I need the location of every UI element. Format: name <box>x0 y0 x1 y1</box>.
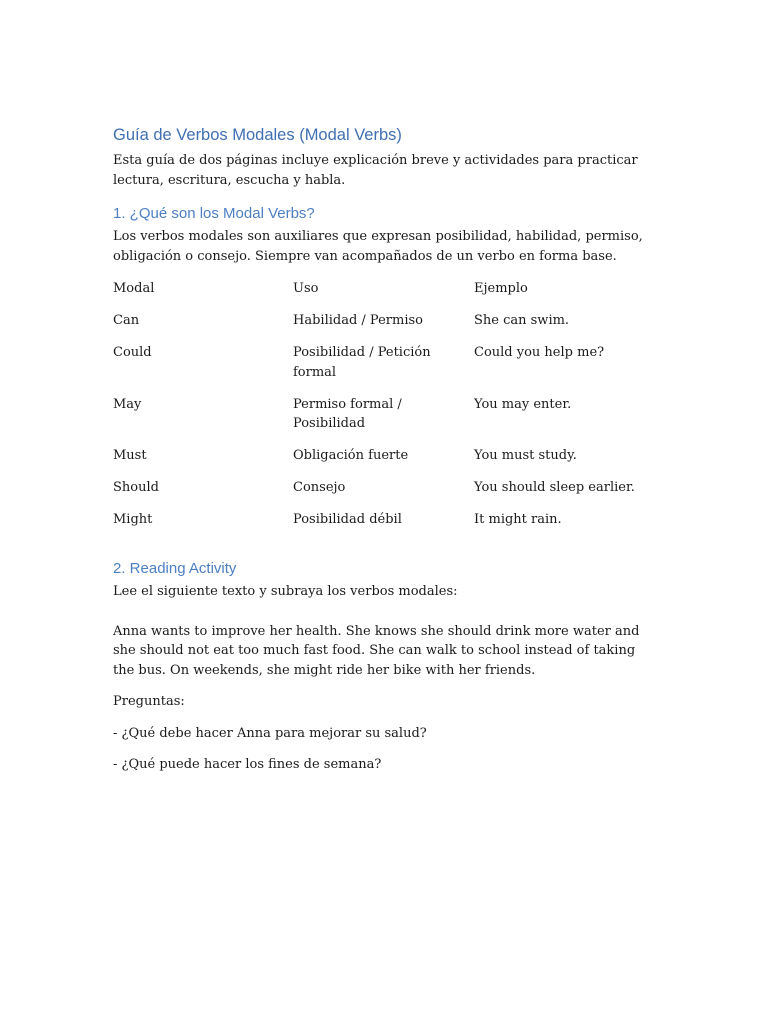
table-row <box>113 446 658 478</box>
table-cell: May <box>113 396 142 412</box>
question-item: - ¿Qué puede hacer los fines de semana? <box>113 757 382 772</box>
table-row <box>113 395 658 447</box>
table-cell: Permiso formal / Posibilidad <box>293 396 402 431</box>
table-cell: You must study. <box>474 448 577 463</box>
table-header-cell: Modal <box>113 281 155 296</box>
table-row <box>113 343 658 395</box>
table-row <box>113 510 658 542</box>
table-cell: Posibilidad / Petición formal <box>293 345 431 380</box>
modal-verbs-table <box>113 279 658 542</box>
table-header-row <box>113 279 658 311</box>
table-cell: Could <box>113 345 152 360</box>
reading-instruction: Lee el siguiente texto y subraya los verbos modales: <box>113 584 458 599</box>
table-cell: Must <box>113 448 147 463</box>
table-cell: Could you help me? <box>474 345 605 360</box>
table-row <box>113 311 658 343</box>
intro-paragraph: Esta guía de dos páginas incluye explicación breve y actividades para practicar lectura, escritura, escucha y habla. <box>113 153 638 188</box>
table-cell: Consejo <box>293 480 346 495</box>
section1-heading: 1. ¿Qué son los Modal Verbs? <box>113 205 315 222</box>
table-row <box>113 478 658 510</box>
questions-label: Preguntas: <box>113 694 185 709</box>
table-cell: Should <box>113 480 159 495</box>
table-cell: Habilidad / Permiso <box>293 313 423 328</box>
table-cell: Might <box>113 512 153 527</box>
document-title: Guía de Verbos Modales (Modal Verbs) <box>113 126 402 144</box>
reading-text: Anna wants to improve her health. She knows she should drink more water and she should not eat too much fast food. She can walk to school instead of taking the bus. On weekends, she might ride her bike with her friends. <box>113 623 640 678</box>
table-cell: Posibilidad débil <box>293 512 402 527</box>
section2-heading: 2. Reading Activity <box>113 560 237 577</box>
document-page <box>113 124 658 787</box>
table-header-cell: Uso <box>293 281 319 296</box>
table-cell: You should sleep earlier. <box>474 480 635 495</box>
table-header-cell: Ejemplo <box>474 281 528 296</box>
section1-paragraph: Los verbos modales son auxiliares que expresan posibilidad, habilidad, permiso, obligación o consejo. Siempre van acompañados de un verbo en forma base. <box>113 229 643 264</box>
table-cell: You may enter. <box>474 396 572 412</box>
table-cell: It might rain. <box>474 512 562 527</box>
table-cell: She can swim. <box>474 313 570 328</box>
question-item: - ¿Qué debe hacer Anna para mejorar su salud? <box>113 725 427 741</box>
table-cell: Obligación fuerte <box>293 448 409 463</box>
table-cell: Can <box>113 313 140 328</box>
